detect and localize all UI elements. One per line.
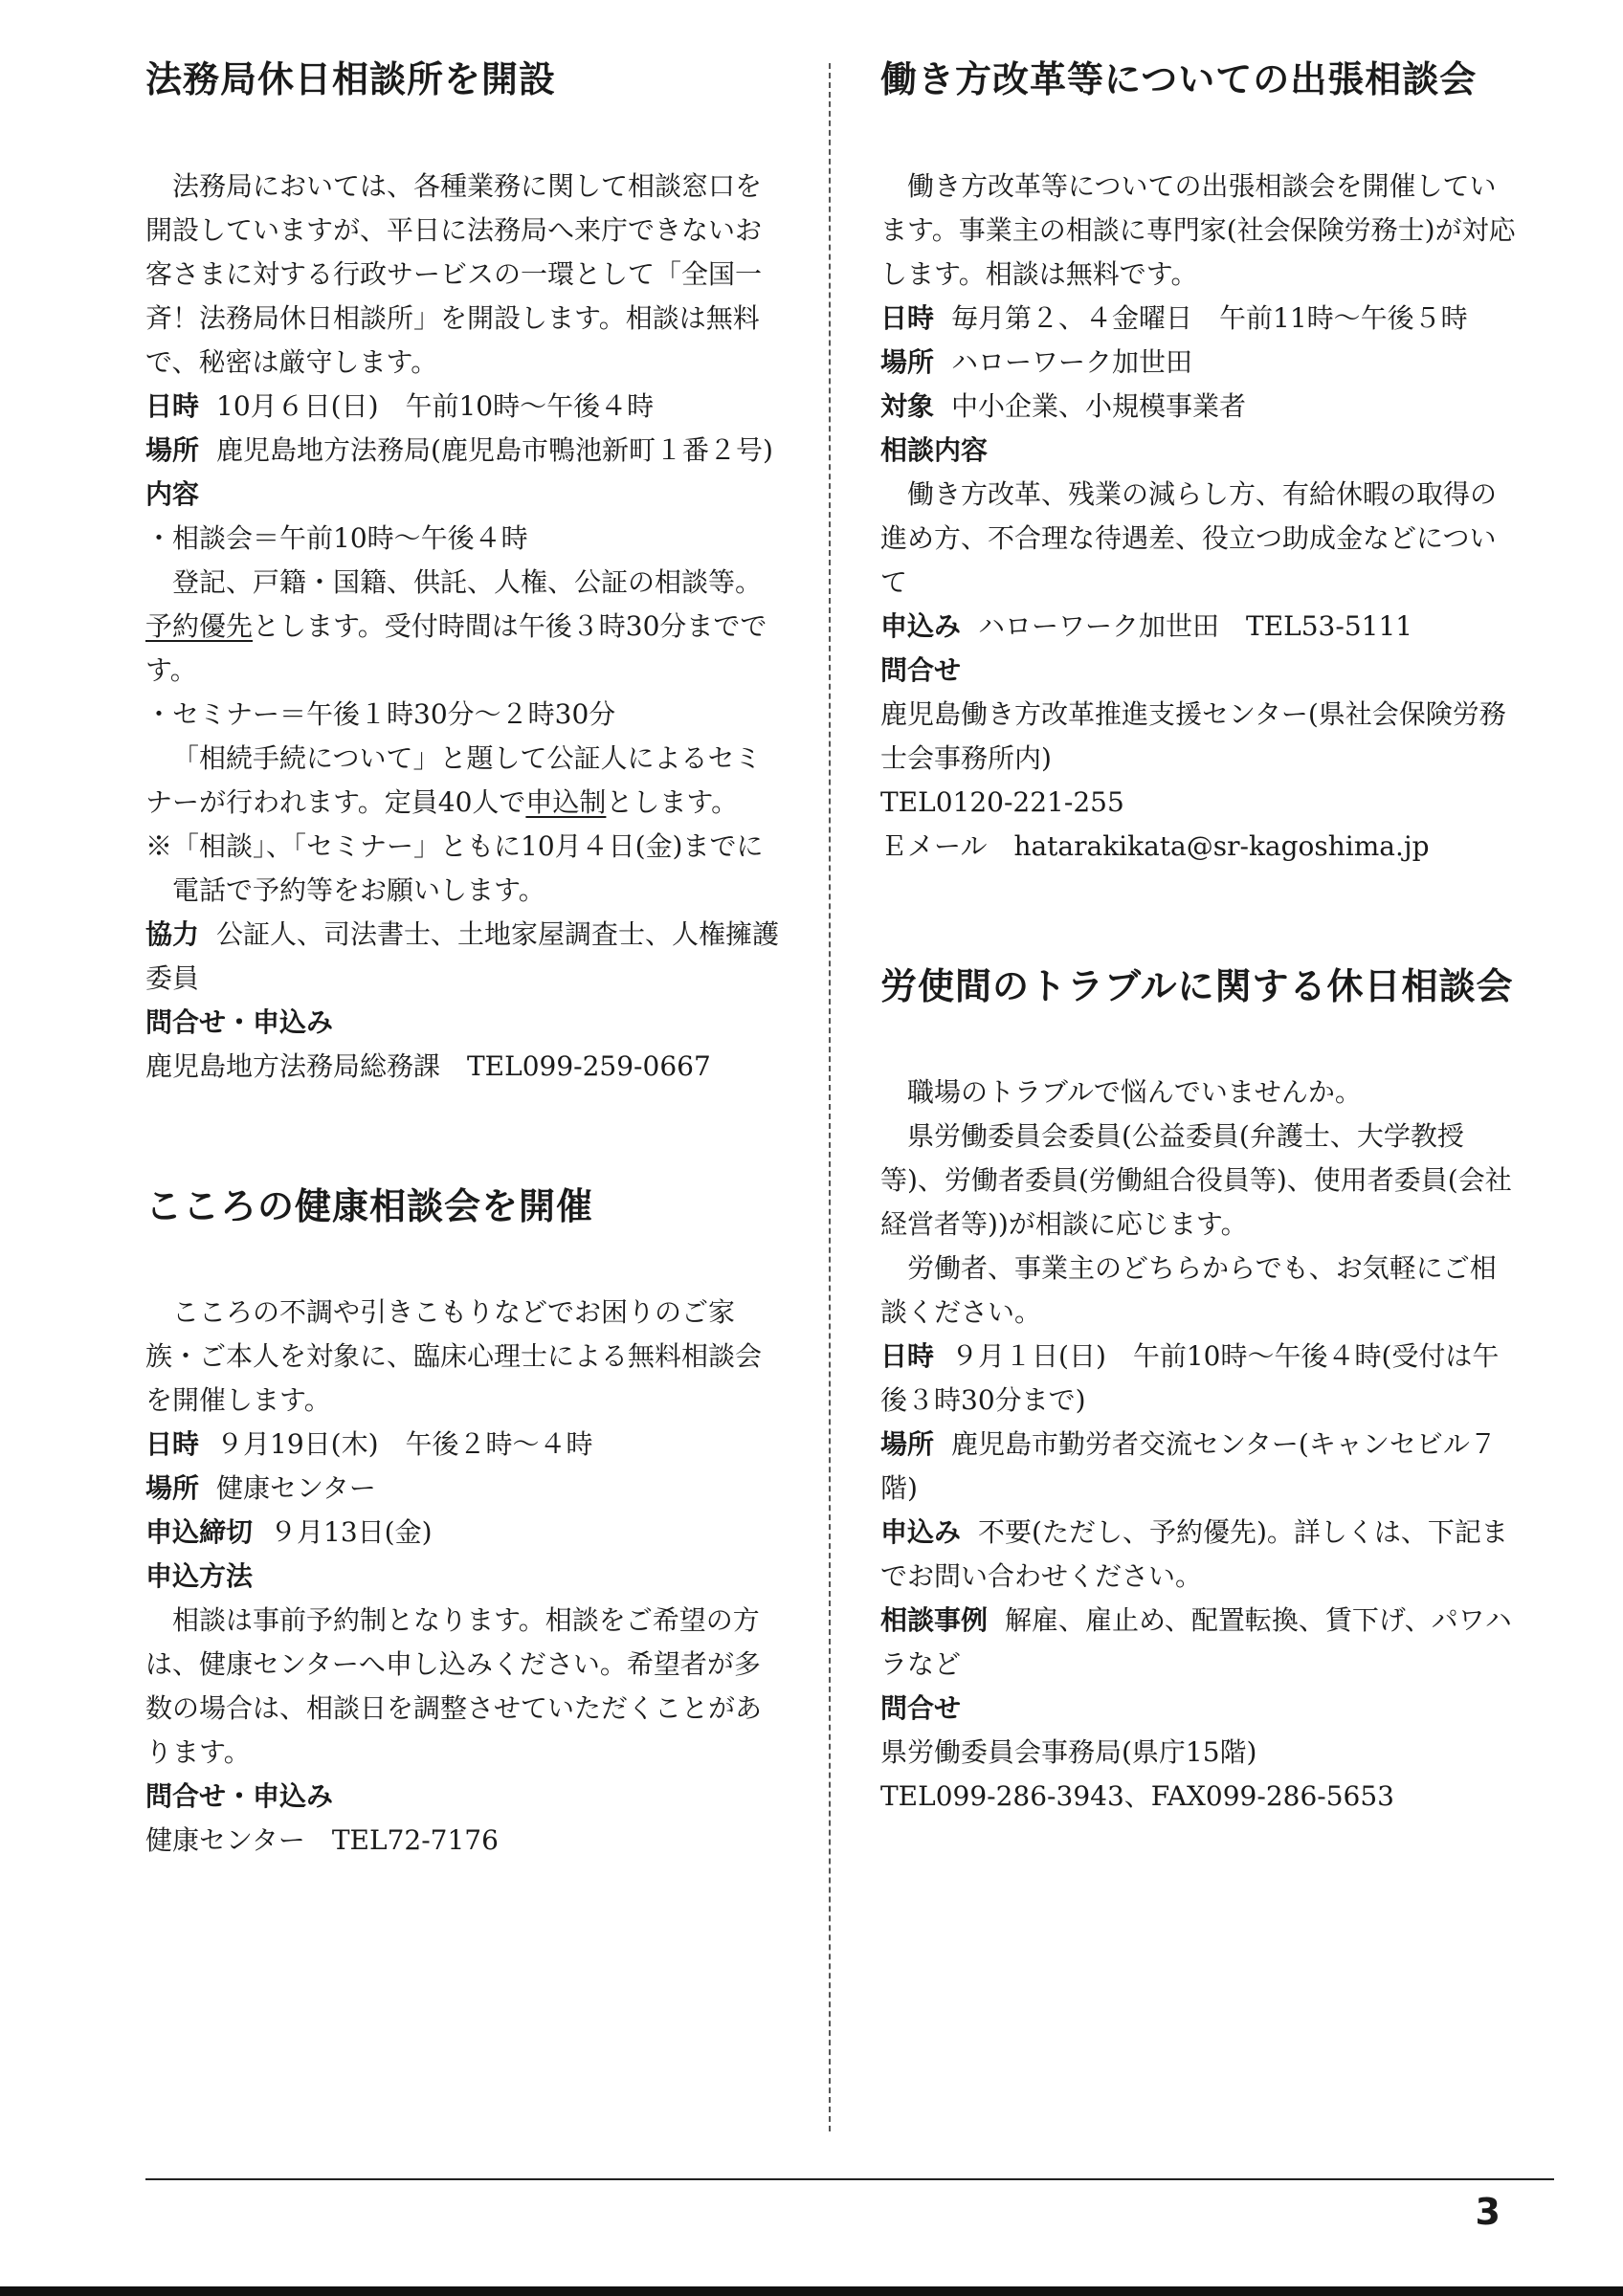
date-row <box>880 297 1522 341</box>
inquiry-value: 鹿児島地方法務局総務課 TEL099-259-0667 <box>145 1049 711 1082</box>
date-row <box>880 1335 1522 1423</box>
coop-label: 協力 <box>145 917 200 950</box>
coop-row <box>145 913 787 1001</box>
content-row <box>880 429 1522 473</box>
place-row <box>880 341 1522 385</box>
intro-text: 働き方改革等についての出張相談会を開催しています。事業主の相談に専門家(社会保険労務士)が対応します。相談は無料です。 <box>880 169 1516 290</box>
place-label: 場所 <box>145 1472 200 1504</box>
method-value: 相談は事前予約制となります。相談をご希望の方は、健康センターへ申し込みください。希望者が多数の場合は、相談日を調整させていただくことがあります。 <box>145 1604 763 1768</box>
section-legal-holiday-consultation <box>145 57 787 1089</box>
apply-row <box>880 1511 1522 1599</box>
date-value: ９月１日(日) 午前10時〜午後４時(受付は午後３時30分まで) <box>880 1340 1500 1416</box>
cases-value: 解雇、雇止め、配置転換、賃下げ、パワハラなど <box>880 1604 1512 1680</box>
inquiry-tel: TEL0120-221-255 <box>880 785 1124 818</box>
deadline-row <box>145 1511 787 1555</box>
inquiry-value: 健康センター TEL72-7176 <box>145 1824 499 1856</box>
intro-text-3: 労働者、事業主のどちらからでも、お気軽にご相談ください。 <box>880 1252 1497 1328</box>
place-value: 健康センター <box>216 1472 376 1504</box>
inquiry-label: 問合せ <box>880 653 962 686</box>
date-label: 日時 <box>880 1340 935 1372</box>
apply-label: 申込み <box>880 609 962 642</box>
section-title: こころの健康相談会を開催 <box>145 1184 594 1227</box>
place-row <box>880 1423 1522 1511</box>
consult-desc-b: とします。受付時間は午後３時30分までです。 <box>145 609 767 686</box>
date-row <box>145 1423 787 1467</box>
cases-label: 相談事例 <box>880 1604 989 1636</box>
coop-value: 公証人、司法書士、土地家屋調査士、人権擁護委員 <box>145 917 780 994</box>
seminar-line: ・セミナー＝午後１時30分〜２時30分 <box>145 697 616 730</box>
date-label: 日時 <box>145 389 200 422</box>
place-value: 鹿児島地方法務局(鹿児島市鴨池新町１番２号) <box>216 433 773 466</box>
left-column <box>145 57 787 1958</box>
date-value: ９月19日(木) 午後２時〜４時 <box>216 1428 593 1460</box>
place-label: 場所 <box>880 345 935 378</box>
consult-desc-a: 登記、戸籍・国籍、供託、人権、公証の相談等。 <box>172 565 763 598</box>
seminar-desc-b: とします。 <box>606 785 739 818</box>
seminar-desc-a: 「相続手続について」と題して公証人によるセミナーが行われます。定員40人で <box>145 741 762 818</box>
cases-row <box>880 1599 1522 1687</box>
section-title: 労使間のトラブルに関する休日相談会 <box>880 964 1514 1007</box>
consult-line: ・相談会＝午前10時〜午後４時 <box>145 521 528 554</box>
intro-text-2: 県労働委員会委員(公益委員(弁護士、大学教授等)、労働者委員(労働組合役員等)、使用者委員(会社経営者等))が相談に応じます。 <box>880 1120 1512 1240</box>
intro-text-1: 職場のトラブルで悩んでいませんか。 <box>907 1076 1362 1108</box>
place-row <box>145 429 787 473</box>
inquiry-label: 問合せ・申込み <box>145 1005 334 1038</box>
content-label: 内容 <box>145 477 200 510</box>
deadline-label: 申込締切 <box>145 1516 254 1548</box>
bottom-edge-bar <box>0 2286 1623 2296</box>
application-required-text: 申込制 <box>525 785 607 818</box>
target-value: 中小企業、小規模事業者 <box>951 389 1247 422</box>
footer-rule <box>145 2178 1554 2180</box>
inquiry-row <box>145 1001 787 1045</box>
inquiry-label: 問合せ <box>880 1692 962 1724</box>
page-number: 3 <box>1475 2191 1501 2233</box>
section-work-style-reform-consultation <box>880 57 1522 869</box>
section-title: 働き方改革等についての出張相談会 <box>880 58 1478 100</box>
apply-label: 申込み <box>880 1516 962 1548</box>
section-title: 法務局休日相談所を開設 <box>145 58 557 100</box>
date-value: 毎月第２、４金曜日 午前11時〜午後５時 <box>951 301 1468 334</box>
email-label: Ｅメール <box>880 829 988 862</box>
inquiry-label: 問合せ・申込み <box>145 1780 334 1812</box>
target-row <box>880 385 1522 429</box>
inquiry-row <box>145 1775 787 1819</box>
content-label: 相談内容 <box>880 433 989 466</box>
date-row <box>145 385 787 429</box>
inquiry-org: 鹿児島働き方改革推進支援センター(県社会保険労務士会事務所内) <box>880 697 1506 774</box>
apply-value: 不要(ただし、予約優先)。詳しくは、下記までお問い合わせください。 <box>880 1516 1508 1592</box>
inquiry-tel: TEL099-286-3943、FAX099-286-5653 <box>880 1780 1394 1812</box>
intro-text: こころの不調や引きこもりなどでお困りのご家族・ご本人を対象に、臨床心理士による無料相談会を開催します。 <box>145 1296 763 1416</box>
note-text: ※「相談」、「セミナー」ともに10月４日(金)までに電話で予約等をお願いします。 <box>145 829 764 906</box>
date-label: 日時 <box>880 301 935 334</box>
inquiry-org: 県労働委員会事務局(県庁15階) <box>880 1736 1257 1768</box>
apply-value: ハローワーク加世田 TEL53-5111 <box>978 609 1413 642</box>
target-label: 対象 <box>880 389 935 422</box>
consult-description <box>145 561 787 693</box>
content-row <box>145 473 787 517</box>
deadline-value: ９月13日(金) <box>270 1516 433 1548</box>
email-value: hatarakikata@sr-kagoshima.jp <box>1013 829 1430 862</box>
inquiry-row <box>880 1687 1522 1731</box>
place-value: ハローワーク加世田 <box>951 345 1193 378</box>
content-value: 働き方改革、残業の減らし方、有給休暇の取得の進め方、不合理な待遇差、役立つ助成金などについて <box>880 477 1498 598</box>
section-mental-health-consultation <box>145 1184 787 1864</box>
inquiry-row <box>880 649 1522 693</box>
email-row <box>880 825 1522 869</box>
place-value: 鹿児島市勤労者交流センター(キャンセビル７階) <box>880 1428 1497 1504</box>
method-row <box>145 1555 787 1599</box>
seminar-description <box>145 737 787 825</box>
place-label: 場所 <box>880 1428 935 1460</box>
date-value: 10月６日(日) 午前10時〜午後４時 <box>216 389 655 422</box>
method-label: 申込方法 <box>145 1560 254 1592</box>
intro-text: 法務局においては、各種業務に関して相談窓口を開設していますが、平日に法務局へ来庁できないお客さまに対する行政サービスの一環として「全国一斉！法務局休日相談所」を開設します。相談は無料で、秘密は厳守します。 <box>145 169 763 378</box>
place-row <box>145 1467 787 1511</box>
right-column <box>880 57 1522 1914</box>
place-label: 場所 <box>145 433 200 466</box>
column-divider <box>829 63 831 2131</box>
apply-row <box>880 605 1522 649</box>
reservation-priority-text: 予約優先 <box>145 609 254 642</box>
section-labor-dispute-consultation <box>880 964 1522 1820</box>
date-label: 日時 <box>145 1428 200 1460</box>
